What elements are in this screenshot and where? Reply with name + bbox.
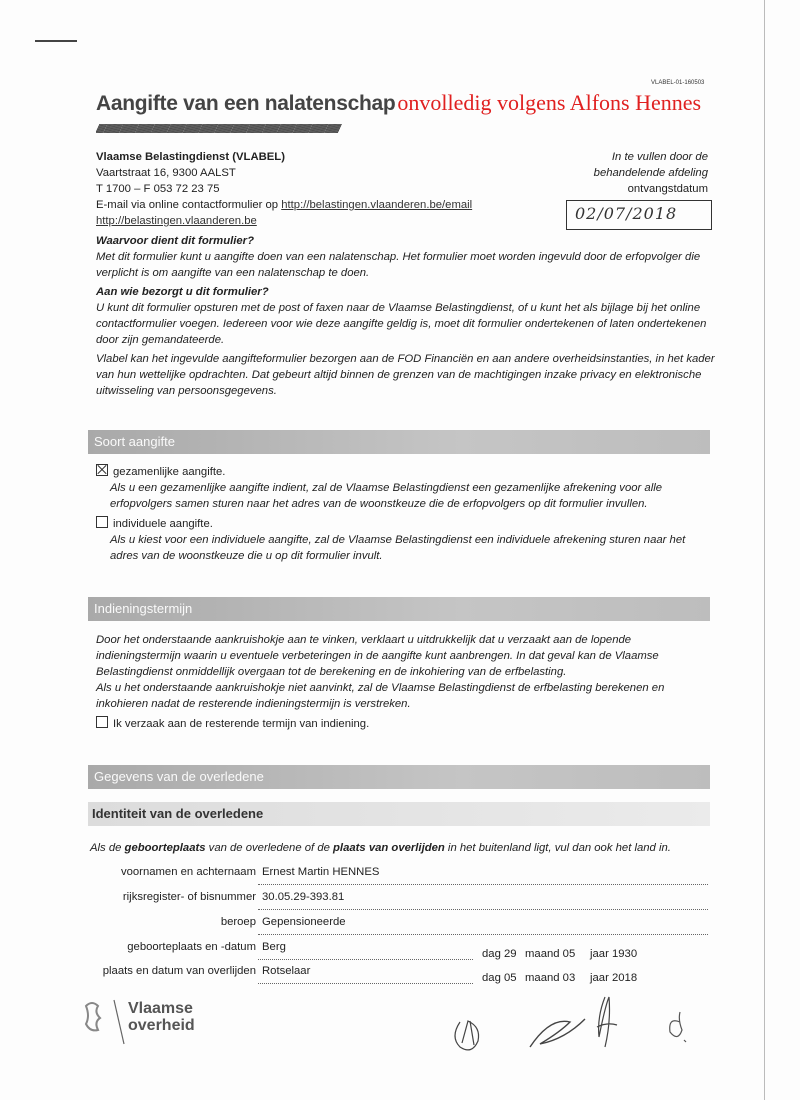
intro-block <box>96 233 716 399</box>
handwritten-signatures <box>440 992 700 1062</box>
option-verzaak[interactable] <box>96 716 716 732</box>
geboorte-dag[interactable]: dag 29 <box>482 948 517 960</box>
overlijden-maand[interactable]: maand 03 <box>525 972 576 984</box>
geboorte-maand[interactable]: maand 05 <box>525 948 576 960</box>
section-soort-aangifte: Soort aangifte <box>88 430 710 454</box>
q1-heading: Waarvoor dient dit formulier? <box>96 235 254 247</box>
logo-line2: overheid <box>128 1017 195 1034</box>
form-title: Aangifte van een nalatenschap <box>96 92 396 115</box>
soort-block <box>96 464 716 564</box>
option-individueel-desc: Als u kiest voor een individuele aangifte, zal de Vlaamse Belastingdienst een individuele afrekening sturen naar het adres van de woonstkeuze die u op dit formulier invult. <box>110 534 686 562</box>
checkbox-checked[interactable] <box>96 464 108 476</box>
q2-text: U kunt dit formulier opsturen met de post of faxen naar de Vlaamse Belastingdienst, of u kunt het als bijlage bij het online contactformulier voegen. Iedereen voor wie deze aangifte geldig is, moet dit formulier ondertekenen of laten ondertekenen door zijn gemandateerde. <box>96 302 707 346</box>
vlaamse-overheid-lion-logo <box>80 998 126 1046</box>
office-date-label: ontvangstdatum <box>627 183 708 195</box>
receipt-date-box[interactable] <box>566 200 712 230</box>
field-beroep[interactable]: Gepensioneerde <box>262 916 346 928</box>
label-beroep: beroep <box>220 916 256 928</box>
logo-line1: Vlaamse <box>128 1000 193 1017</box>
privacy-text: Vlabel kan het ingevulde aangifteformulier bezorgen aan de FOD Financiën en aan andere overheidsinstanties, in het kader van hun wettelijke opdrachten. Dat gebeurt altijd binnen de grenzen van de machtigingen inzake privacy en elektronische uitwisseling van persoonsgegevens. <box>96 353 715 397</box>
office-line2: behandelende afdeling <box>593 167 708 179</box>
checkbox-unchecked[interactable] <box>96 516 108 528</box>
label-rijksregister: rijksregister- of bisnummer <box>122 891 256 903</box>
scan-mark <box>35 40 77 42</box>
field-overlijdensplaats[interactable]: Rotselaar <box>262 965 311 977</box>
option-label: Ik verzaak aan de resterende termijn van indiening. <box>113 718 370 730</box>
q2-heading: Aan wie bezorgt u dit formulier? <box>96 286 269 298</box>
label-geboorte: geboorteplaats en -datum <box>127 941 256 953</box>
overlijden-jaar[interactable]: jaar 2018 <box>590 972 638 984</box>
org-phone: T 1700 – F 053 72 23 75 <box>96 183 220 195</box>
field-rijksregister[interactable]: 30.05.29-393.81 <box>262 891 345 903</box>
termijn-text-2: Als u het onderstaande aankruishokje niet aanvinkt, zal de Vlaamse Belastingdienst de erfbelasting berekenen en inkohieren nadat de resterende indieningstermijn is verstreken. <box>96 682 665 710</box>
website-link[interactable]: http://belastingen.vlaanderen.be <box>96 215 257 227</box>
annotation-text: onvolledig volgens Alfons Hennes <box>397 90 702 115</box>
receipt-date: 02/07/2018 <box>575 204 678 223</box>
form-code: VLABEL-01-160503 <box>651 80 705 86</box>
option-label: gezamenlijke aangifte. <box>113 466 226 478</box>
org-name: Vlaamse Belastingdienst (VLABEL) <box>96 151 285 163</box>
option-gezamenlijk-desc: Als u een gezamenlijke aangifte indient, zal de Vlaamse Belastingdienst een gezamenlijke afrekening voor alle erfopvolgers samen sturen naar het adres van de woonstkeuze die de erfopvolgers op dit formulier invullen. <box>110 482 663 510</box>
foreign-note <box>90 840 671 856</box>
field-line <box>258 983 473 984</box>
field-line <box>258 884 708 885</box>
office-line1: In te vullen door de <box>611 151 708 163</box>
title-row <box>96 90 701 117</box>
logo-text <box>128 1000 195 1034</box>
option-gezamenlijk[interactable] <box>96 464 716 480</box>
section-indieningstermijn: Indieningstermijn <box>88 597 710 621</box>
field-line <box>258 959 473 960</box>
termijn-text-1: Door het onderstaande aankruishokje aan te vinken, verklaart u uitdrukkelijk dat u verzaakt aan de lopende indieningstermijn waarin u eventuele verbeteringen in de aangifte kunt aanbrengen. In dat geval kan de Vlaamse Belastingdienst onmiddellijk overgaan tot de berekening en de inkohiering van de erfbelasting. <box>96 634 659 678</box>
label-overlijden: plaats en datum van overlijden <box>102 965 256 977</box>
field-line <box>258 909 708 910</box>
note-bold: geboorteplaats <box>124 842 206 854</box>
org-email <box>96 197 472 213</box>
note-text: in het buitenland ligt, vul dan ook het land in. <box>444 842 671 854</box>
overlijden-dag[interactable]: dag 05 <box>482 972 517 984</box>
slash-divider: ////////////////////////////////////////////////////////////////////////////////////////////////////////////////////////////////////////////////////////////////////////////////////////////////////////////////////// <box>96 122 339 136</box>
subsection-identiteit: Identiteit van de overledene <box>88 802 710 826</box>
note-text: van de overledene of de <box>205 842 334 854</box>
email-link[interactable]: http://belastingen.vlaanderen.be/email <box>281 199 473 211</box>
field-naam[interactable]: Ernest Martin HENNES <box>262 866 380 878</box>
option-label: individuele aangifte. <box>113 518 213 530</box>
section-gegevens-overledene: Gegevens van de overledene <box>88 765 710 789</box>
q1-text: Met dit formulier kunt u aangifte doen van een nalatenschap. Het formulier moet worden ingevuld door de erfopvolger die verplicht is om aangifte van een nalatenschap te doen. <box>96 251 701 279</box>
geboorte-jaar[interactable]: jaar 1930 <box>590 948 638 960</box>
org-street: Vaartstraat 16, 9300 AALST <box>96 167 236 179</box>
checkbox-unchecked[interactable] <box>96 716 108 728</box>
option-individueel[interactable] <box>96 516 716 532</box>
field-geboorteplaats[interactable]: Berg <box>262 941 286 953</box>
field-line <box>258 934 708 935</box>
note-text: Als de <box>90 842 125 854</box>
email-prefix: E-mail via online contactformulier op <box>96 199 282 211</box>
termijn-block <box>96 632 716 732</box>
note-bold: plaats van overlijden <box>333 842 445 854</box>
label-naam: voornamen en achternaam <box>120 866 256 878</box>
scan-edge <box>764 0 765 1100</box>
